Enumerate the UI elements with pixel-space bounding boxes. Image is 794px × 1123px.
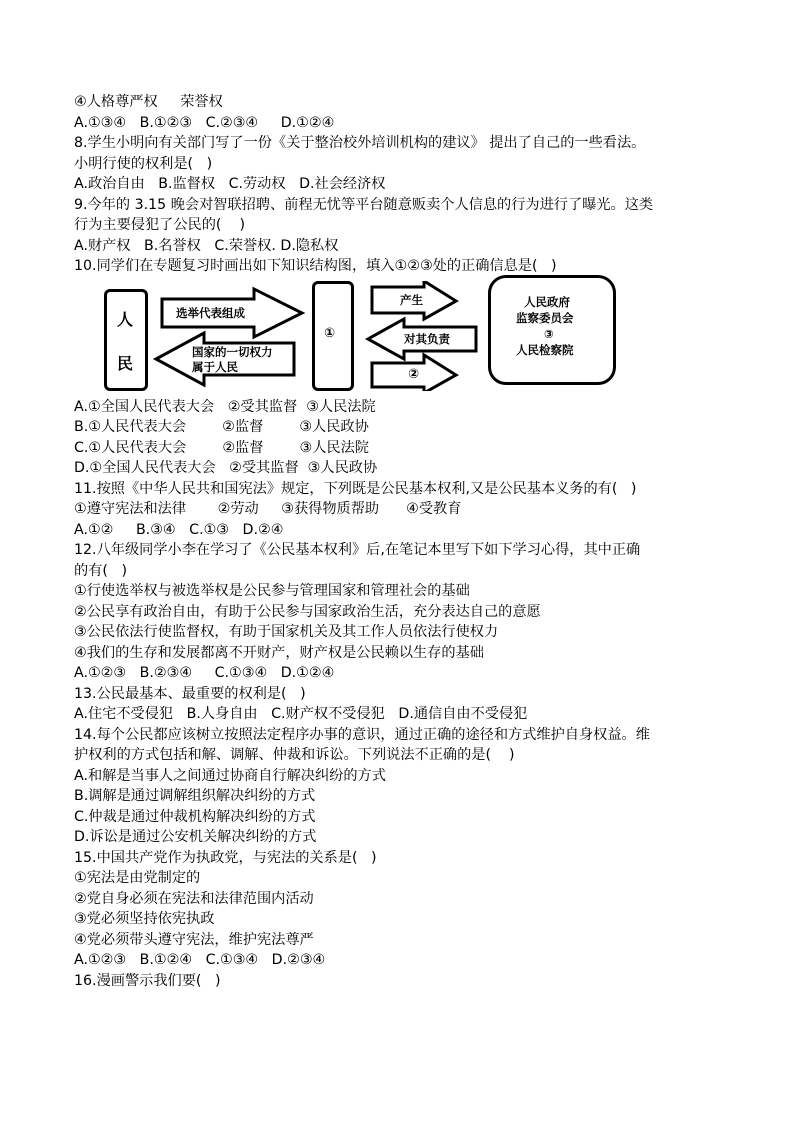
text-line: 15.中国共产党作为执政党，与宪法的关系是( ) — [74, 849, 377, 866]
text-line: 9.今年的 3.15 晚会对智联招聘、前程无忧等平台随意贩卖个人信息的行为进行了曝光。这类 — [74, 196, 654, 213]
text-line: ②党自身必须在宪法和法律范围内活动 — [74, 890, 314, 907]
text-line: 11.按照《中华人民共和国宪法》规定，下列既是公民基本权利,又是公民基本义务的有( ) — [74, 480, 637, 497]
text-line: ③党必须坚持依宪执政 — [74, 911, 215, 927]
people-bottom-label: 民 — [117, 353, 134, 373]
text-line: A.住宅不受侵犯 B.人身自由 C.财产权不受侵犯 D.通信自由不受侵犯 — [74, 706, 528, 722]
exam-page — [74, 92, 734, 991]
text-line: A.①② B.③④ C.①③ D.②④ — [74, 521, 284, 538]
text-line: 12.八年级同学小李在学习了《公民基本权利》后,在笔记本里写下如下学习心得，其中正确 — [74, 542, 641, 558]
arrow-power — [156, 333, 294, 385]
text-line: 14.每个公民都应该树立按照法定程序办事的意识，通过正确的途径和方式维护自身权益。维 — [74, 726, 650, 743]
text-line: A.①③④ B.①②③ C.②③④ D.①②④ — [74, 114, 335, 131]
text-line: ②公民享有政治自由，有助于公民参与国家政治生活，充分表达自己的意愿 — [74, 603, 541, 620]
text-line: D.①全国人民代表大会 ②受其监督 ③人民政协 — [74, 460, 378, 476]
org-line-2: 监察委员会 — [516, 310, 574, 325]
question-block-after — [74, 397, 734, 992]
text-line: A.①全国人民代表大会 ②受其监督 ③人民法院 — [74, 398, 376, 415]
arrow-produce-label: 产生 — [400, 292, 423, 307]
text-line: 护权利的方式包括和解、调解、仲裁和诉讼。下列说法不正确的是( ) — [74, 747, 515, 763]
people-top-label: 人 — [117, 309, 134, 329]
text-line: A.政治自由 B.监督权 C.劳动权 D.社会经济权 — [74, 176, 386, 192]
text-line: 行为主要侵犯了公民的( ) — [74, 217, 245, 233]
text-line: A.和解是当事人之间通过协商自行解决纠纷的方式 — [74, 767, 386, 784]
org-line-3: ③ — [544, 326, 554, 341]
question-block-before — [74, 92, 734, 277]
arrow-responsible-label: 对其负责 — [404, 331, 450, 346]
text-line: ④人格尊严权 荣誉权 — [74, 94, 223, 110]
text-line: A.①②③ B.①②④ C.①③④ D.②③④ — [74, 952, 326, 968]
text-line: 16.漫画警示我们要( ) — [74, 972, 221, 989]
text-line: ④我们的生存和发展都离不开财产，财产权是公民赖以生存的基础 — [74, 644, 484, 661]
text-line: 8.学生小明向有关部门写了一份《关于整治校外培训机构的建议》 提出了自己的一些看法。 — [74, 135, 646, 151]
arrow-power-label-2: 属于人民 — [192, 359, 238, 374]
text-line: 小明行使的权利是( ) — [74, 155, 213, 172]
text-line: 的有( ) — [74, 562, 127, 579]
text-line: B.①人民代表大会 ②监督 ③人民政协 — [74, 419, 369, 435]
arrow-circle2-label: ② — [408, 366, 420, 382]
text-line: 10.同学们在专题复习时画出如下知识结构图，填入①②③处的正确信息是( ) — [74, 258, 557, 274]
text-line: D.诉讼是通过公安机关解决纠纷的方式 — [74, 829, 317, 845]
text-line: B.调解是通过调解组织解决纠纷的方式 — [74, 788, 316, 804]
arrow-power-label-1: 国家的一切权力 — [192, 344, 273, 359]
text-line: ①宪法是由党制定的 — [74, 870, 201, 886]
people-box — [104, 289, 148, 391]
text-line: A.①②③ B.②③④ C.①③④ D.①②④ — [74, 665, 335, 681]
text-line: 13.公民最基本、最重要的权利是( ) — [74, 685, 306, 702]
center-label: ① — [324, 325, 336, 341]
text-line: ④党必须带头遵守宪法，维护宪法尊严 — [74, 931, 314, 948]
org-line-1: 人民政府 — [524, 294, 570, 309]
knowledge-structure-diagram — [104, 281, 664, 391]
text-line: ③公民依法行使监督权，有助于国家机关及其工作人员依法行使权力 — [74, 624, 499, 640]
text-line: C.仲裁是通过仲裁机构解决纠纷的方式 — [74, 808, 316, 825]
arrow-elect-label: 选举代表组成 — [176, 305, 245, 320]
text-line: ①行使选举权与被选举权是公民参与管理国家和管理社会的基础 — [74, 583, 470, 599]
text-line: A.财产权 B.名誉权 C.荣誉权. D.隐私权 — [74, 237, 339, 254]
org-line-4: 人民检察院 — [516, 342, 574, 357]
text-line: C.①人民代表大会 ②监督 ③人民法院 — [74, 439, 369, 456]
text-line: ①遵守宪法和法律 ②劳动 ③获得物质帮助 ④受教育 — [74, 501, 462, 517]
